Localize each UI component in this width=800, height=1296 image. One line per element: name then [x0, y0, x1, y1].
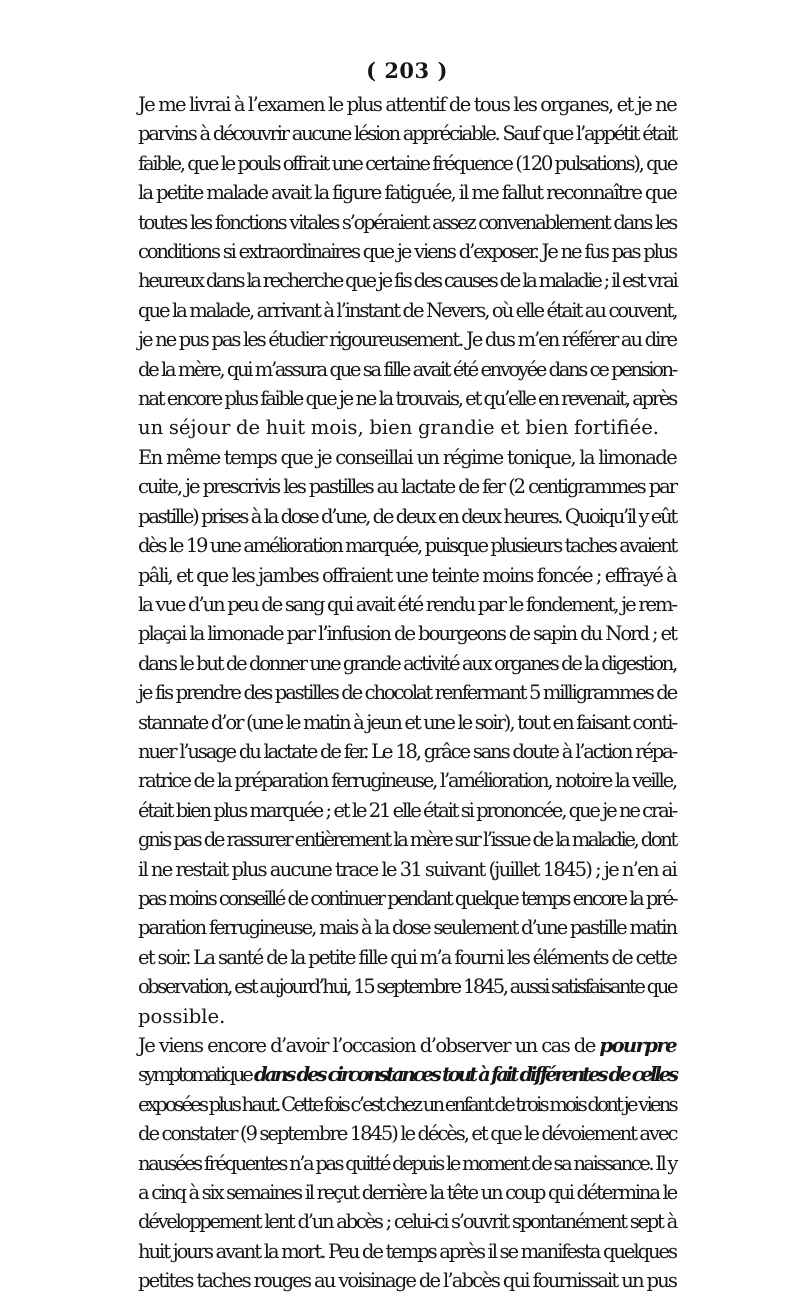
paragraph-3 — [138, 1031, 676, 1296]
text-line: un séjour de huit mois, bien grandie et bien fortifiée. — [138, 416, 660, 440]
text-line: de la mère, qui m’assura que sa fille avait été envoyée dans ce pension- — [138, 357, 676, 381]
text-line: développement lent d’un abcès ; celui-ci s’ouvrit spontanément sept à — [138, 1210, 676, 1234]
text-line: Je viens encore d’avoir l’occasion d’observer un cas de pourpre — [138, 1034, 676, 1057]
text-line: que la malade, arrivant à l’instant de Nevers, où elle était au couvent, — [138, 298, 677, 322]
text-line: nuer l’usage du lactate de fer. Le 18, grâce sans doute à l’action répa- — [138, 739, 676, 763]
text-line: possible. — [138, 1004, 226, 1028]
italic-term: dans des circonstances tout à fait différentes de celles — [250, 1063, 676, 1087]
text-line: plaçai la limonade par l’infusion de bourgeons de sapin du Nord ; et — [138, 622, 676, 646]
text-line: était bien plus marquée ; et le 21 elle était si prononcée, que je ne crai- — [138, 798, 677, 822]
text-line: la vue d’un peu de sang qui avait été rendu par le fondement, je rem- — [138, 592, 676, 616]
text-line: il ne restait plus aucune trace le 31 suivant (juillet 1845) ; je n’en ai — [138, 857, 676, 881]
text-line: symptomatique dans des circonstances tout à fait différentes de celles — [138, 1063, 676, 1087]
text-line: parvins à découvrir aucune lésion appréciable. Sauf que l’appétit était — [138, 122, 676, 146]
paragraph-1 — [138, 90, 676, 443]
text-line: paration ferrugineuse, mais à la dose seulement d’une pastille matin — [138, 916, 676, 940]
text-line: ratrice de la préparation ferrugineuse, l’amélioration, notoire la veille, — [138, 769, 676, 793]
text-line: gnis pas de rassurer entièrement la mère sur l’issue de la maladie, dont — [138, 828, 676, 852]
text-line: cuite, je prescrivis les pastilles au lactate de fer (2 centigrammes par — [138, 475, 676, 499]
text-line: la petite malade avait la figure fatiguée, il me fallut reconnaître que — [138, 181, 676, 205]
text-line: heureux dans la recherche que je fis des causes de la maladie ; il est vrai — [138, 269, 677, 293]
italic-term: pourpre — [599, 1034, 676, 1057]
text-line: dès le 19 une amélioration marquée, puisque plusieurs taches avaient — [138, 534, 676, 558]
text-line: nausées fréquentes n’a pas quitté depuis le moment de sa naissance. Il y — [138, 1151, 676, 1175]
text-line: je ne pus pas les étudier rigoureusement. Je dus m’en référer au dire — [138, 328, 676, 352]
text-line: je fis prendre des pastilles de chocolat renfermant 5 milligrammes de — [138, 681, 676, 705]
text-line: stannate d’or (une le matin à jeun et une le soir), tout en faisant conti- — [138, 710, 676, 734]
text-line: conditions si extraordinaires que je viens d’exposer. Je ne fus pas plus — [138, 240, 676, 264]
text-line: exposées plus haut. Cette fois c’est chez un enfant de trois mois dont je viens — [138, 1092, 676, 1116]
paragraph-2 — [138, 443, 676, 1031]
text-line: En même temps que je conseillai un régime tonique, la limonade — [138, 445, 676, 469]
text-line: faible, que le pouls offrait une certaine fréquence (120 pulsations), que — [138, 151, 676, 175]
text-line: pastille) prises à la dose d’une, de deux en deux heures. Quoiqu’il y eût — [138, 504, 676, 528]
book-page — [138, 56, 676, 1296]
text-line: observation, est aujourd’hui, 15 septembre 1845, aussi satisfaisante que — [138, 975, 676, 999]
text-line: dans le but de donner une grande activité aux organes de la digestion, — [138, 651, 676, 675]
text-line: petites taches rouges au voisinage de l’abcès qui fournissait un pus — [138, 1269, 676, 1293]
text-line: Je me livrai à l’examen le plus attentif de tous les organes, et je ne — [138, 93, 676, 116]
text-line: huit jours avant la mort. Peu de temps après il se manifesta quelques — [138, 1239, 676, 1263]
text-line: a cinq à six semaines il reçut derrière la tête un coup qui détermina le — [138, 1181, 676, 1205]
text-line: nat encore plus faible que je ne la trouvais, et qu’elle en revenait, après — [138, 387, 676, 411]
text-line: toutes les fonctions vitales s’opéraient assez convenablement dans les — [138, 210, 676, 234]
text-line: de constater (9 septembre 1845) le décès, et que le dévoiement avec — [138, 1122, 677, 1146]
page-number: ( 203 ) — [366, 58, 448, 83]
text-line: pas moins conseillé de continuer pendant quelque temps encore la pré- — [138, 886, 676, 910]
text-line: et soir. La santé de la petite fille qui m’a fourni les éléments de cette — [138, 945, 676, 969]
text-line: pâli, et que les jambes offraient une teinte moins foncée ; effrayé à — [138, 563, 676, 587]
